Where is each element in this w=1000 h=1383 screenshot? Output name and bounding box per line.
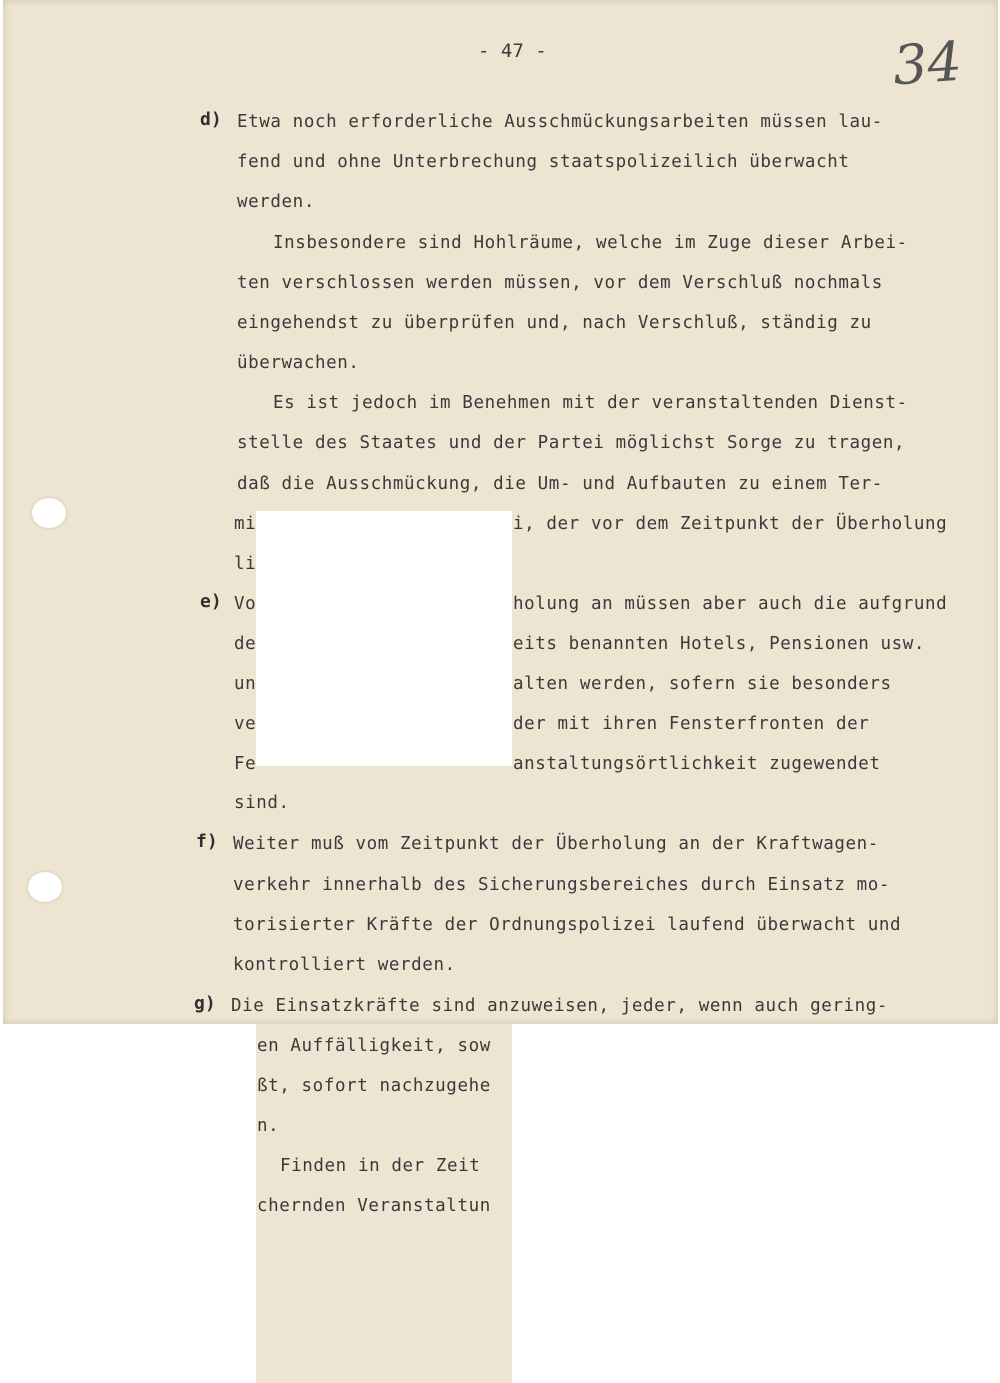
punch-hole-icon [32,498,66,528]
redaction-block [256,511,512,766]
text-line: holung an müssen aber auch die aufgrund [513,594,948,614]
text-line: mi [234,514,257,534]
text-line: de [234,634,257,654]
text-line: un [234,674,257,694]
text-line: Die Einsatzkräfte sind anzuweisen, jeder, wenn auch gering- [231,996,889,1016]
text-line: Fe [234,754,257,774]
page-strip-text [256,1024,512,1383]
text-line: torisierter Kräfte der Ordnungspolizei laufend überwacht und [233,915,902,935]
text-line: Insbesondere sind Hohlräume, welche im Zuge dieser Arbei- [273,233,908,253]
text-line: en Auffälligkeit, sow [257,1036,491,1056]
text-line: werden. [237,192,315,212]
text-line: daß die Ausschmückung, die Um- und Aufbauten zu einem Ter- [237,474,883,494]
text-line: alten werden, sofern sie besonders [513,674,892,694]
text-line: ten verschlossen werden müssen, vor dem Verschluß nochmals [237,273,883,293]
paragraph-label-f: f) [196,831,218,852]
paragraph-label-d: d) [200,109,222,130]
text-line: Weiter muß vom Zeitpunkt der Überholung an der Kraftwagen- [233,834,879,854]
page-number: - 47 - [478,40,547,62]
punch-hole-icon [28,872,62,902]
text-line: Vo [234,594,257,614]
text-line: Etwa noch erforderliche Ausschmückungsarbeiten müssen lau- [237,112,883,132]
text-line: der mit ihren Fensterfronten der [513,714,870,734]
paragraph-label-g: g) [194,993,216,1014]
text-line: ßt, sofort nachzugehe [257,1076,491,1096]
text-line: anstaltungsörtlichkeit zugewendet [513,754,881,774]
text-line: Es ist jedoch im Benehmen mit der veranstaltenden Dienst- [273,393,908,413]
text-line: i, der vor dem Zeitpunkt der Überholung [513,514,948,534]
text-line: n. [257,1116,280,1136]
paragraph-label-e: e) [200,591,222,612]
text-line: chernden Veranstaltun [257,1196,491,1216]
text-line: ve [234,714,257,734]
text-line: sind. [234,793,290,813]
text-line: eingehendst zu überprüfen und, nach Verschluß, ständig zu [237,313,872,333]
text-line: überwachen. [237,353,360,373]
text-line: Finden in der Zeit [280,1156,481,1176]
text-line: verkehr innerhalb des Sicherungsbereiches durch Einsatz mo- [233,875,891,895]
text-line: stelle des Staates und der Partei möglichst Sorge zu tragen, [237,433,906,453]
text-line: eits benannten Hotels, Pensionen usw. [513,634,926,654]
text-line: li [234,554,257,574]
handwritten-folio-number: 34 [890,29,964,98]
text-line: fend und ohne Unterbrechung staatspolizeilich überwacht [237,152,850,172]
text-line: kontrolliert werden. [233,955,456,975]
